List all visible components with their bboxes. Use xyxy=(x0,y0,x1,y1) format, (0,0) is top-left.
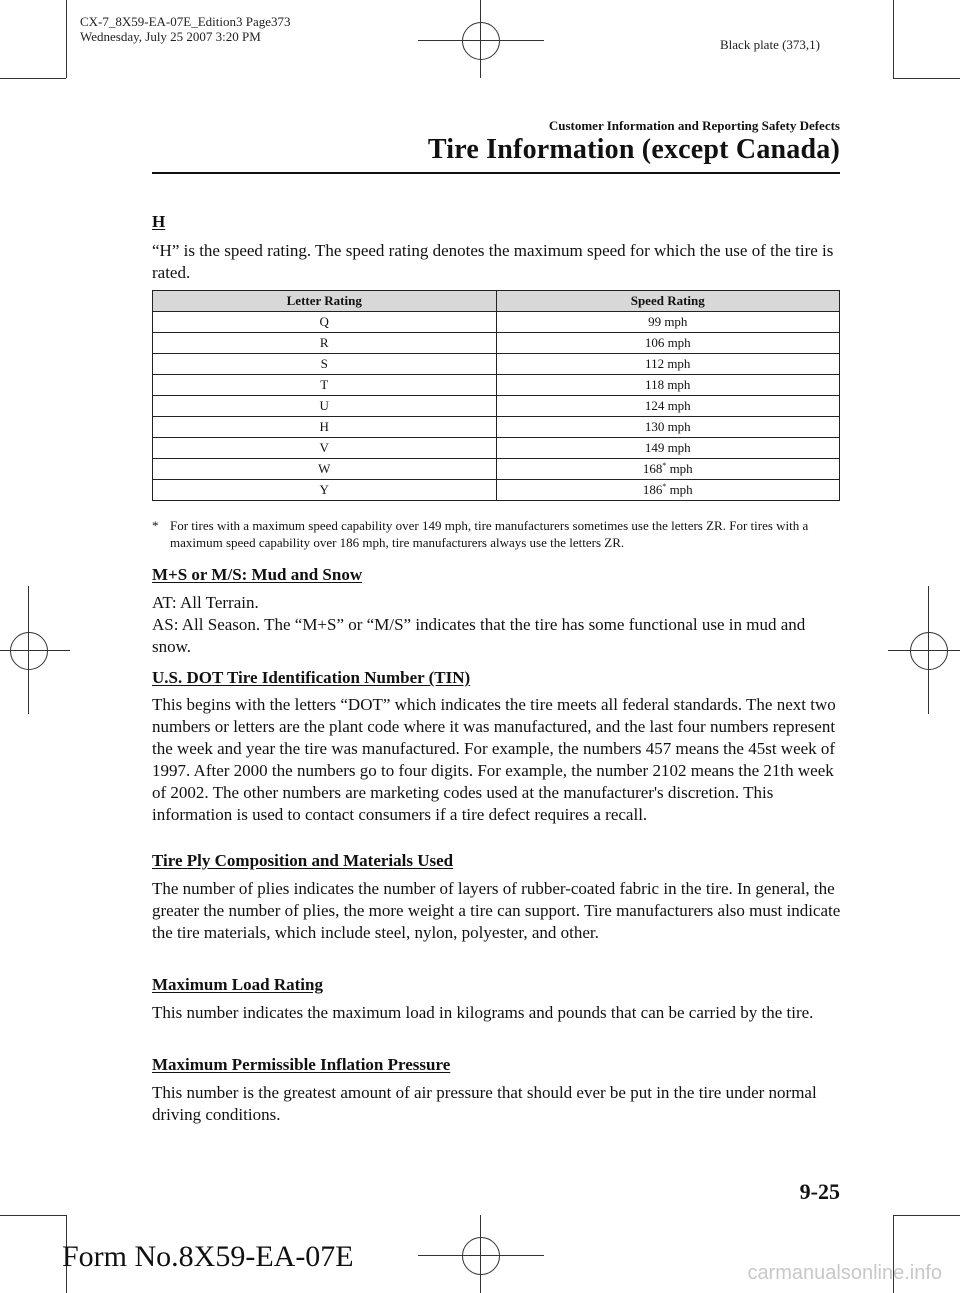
ply-heading: Tire Ply Composition and Materials Used xyxy=(152,851,454,870)
crop-mark xyxy=(66,0,67,78)
table-footnote xyxy=(152,517,842,551)
table-row xyxy=(153,375,840,396)
letter-cell: T xyxy=(153,375,497,396)
speed-cell: 124 mph xyxy=(496,396,840,417)
registration-mark xyxy=(462,22,500,60)
tin-paragraph: This begins with the letters “DOT” which indicates the tire meets all federal standards. The next two numbers or letters are the plant code where it was manufactured, and the last four numbers represent the week and year the tire was manufactured. For example, the numbers 457 means the 45st week of 1997. After 2000 the numbers go to four digits. For example, the number 2102 means the 21th week of 2002. The other numbers are marketing codes used at the manufacturer's discretion. This information is used to contact consumers if a tire defect requires a recall. xyxy=(152,695,836,824)
table-row xyxy=(153,396,840,417)
mud-snow-heading: M+S or M/S: Mud and Snow xyxy=(152,565,363,584)
table-row xyxy=(153,417,840,438)
registration-mark xyxy=(480,1215,481,1293)
speed-cell: 118 mph xyxy=(496,375,840,396)
speed-cell: 130 mph xyxy=(496,417,840,438)
registration-mark xyxy=(10,632,48,670)
all-season-paragraph: AS: All Season. The “M+S” or “M/S” indicates that the tire has some functional use in mud and snow. xyxy=(152,615,806,656)
letter-cell: V xyxy=(153,438,497,459)
pressure-paragraph: This number is the greatest amount of air pressure that should ever be put in the tire under normal driving conditions. xyxy=(152,1083,817,1124)
registration-mark xyxy=(462,1237,500,1275)
print-info xyxy=(80,14,291,44)
crop-mark xyxy=(0,1215,66,1216)
footnote-mark: * xyxy=(662,482,667,491)
crop-mark xyxy=(893,78,960,79)
print-info-line: CX-7_8X59-EA-07E_Edition3 Page373 xyxy=(80,14,291,29)
ply-paragraph: The number of plies indicates the number of layers of rubber-coated fabric in the tire. In general, the greater the number of plies, the more weight a tire can support. Tire manufacturers also must indicate the tire materials, which include steel, nylon, polyester, and other. xyxy=(152,879,841,942)
table-row xyxy=(153,333,840,354)
column-header: Speed Rating xyxy=(496,291,840,312)
speed-unit: mph xyxy=(666,482,693,497)
all-terrain-line: AT: All Terrain. xyxy=(152,593,259,612)
crop-mark xyxy=(893,0,894,78)
speed-cell: 99 mph xyxy=(496,312,840,333)
letter-cell: H xyxy=(153,417,497,438)
print-info-line: Wednesday, July 25 2007 3:20 PM xyxy=(80,29,261,44)
speed-value: 186 xyxy=(642,482,663,497)
title-rule xyxy=(152,172,840,174)
watermark: carmanualsonline.info xyxy=(747,1262,942,1284)
crop-mark xyxy=(0,78,66,79)
table-row xyxy=(153,312,840,333)
crop-mark xyxy=(893,1215,960,1216)
page-title: Tire Information (except Canada) xyxy=(427,134,840,165)
speed-cell xyxy=(496,480,840,501)
column-header: Letter Rating xyxy=(153,291,497,312)
letter-cell: S xyxy=(153,354,497,375)
registration-mark xyxy=(480,0,481,78)
registration-mark xyxy=(888,650,960,651)
speed-value: 168 xyxy=(642,461,663,476)
letter-cell: Q xyxy=(153,312,497,333)
speed-paragraph: “H” is the speed rating. The speed rating denotes the maximum speed for which the use of the tire is rated. xyxy=(152,241,834,282)
letter-cell: R xyxy=(153,333,497,354)
registration-mark xyxy=(0,650,70,651)
table-row xyxy=(153,480,840,501)
speed-unit: mph xyxy=(666,461,693,476)
speed-cell: 112 mph xyxy=(496,354,840,375)
form-number: Form No.8X59-EA-07E xyxy=(62,1240,354,1273)
tin-heading: U.S. DOT Tire Identification Number (TIN) xyxy=(152,668,471,687)
letter-cell: U xyxy=(153,396,497,417)
registration-mark xyxy=(910,632,948,670)
table-row xyxy=(153,459,840,480)
plate-label: Black plate (373,1) xyxy=(720,37,820,52)
load-paragraph: This number indicates the maximum load in kilograms and pounds that can be carried by the tire. xyxy=(152,1003,814,1022)
speed-heading: H xyxy=(152,212,166,231)
pressure-heading: Maximum Permissible Inflation Pressure xyxy=(152,1055,451,1074)
footnote-mark: * xyxy=(152,518,159,533)
footnote-text: For tires with a maximum speed capability over 149 mph, tire manufacturers sometimes use the letters ZR. For tires with a maximum speed capability over 186 mph, tire manufacturers always use the letters ZR. xyxy=(170,518,809,550)
section-label: Customer Information and Reporting Safety Defects xyxy=(548,118,840,133)
letter-cell: W xyxy=(153,459,497,480)
table-row xyxy=(153,354,840,375)
load-heading: Maximum Load Rating xyxy=(152,975,323,994)
speed-cell: 149 mph xyxy=(496,438,840,459)
table-header-row xyxy=(153,291,840,312)
table-row xyxy=(153,438,840,459)
letter-cell: Y xyxy=(153,480,497,501)
registration-mark xyxy=(418,1255,544,1256)
speed-cell xyxy=(496,459,840,480)
footnote-mark: * xyxy=(662,461,667,470)
speed-rating-table xyxy=(152,290,840,501)
registration-mark xyxy=(418,40,544,41)
speed-cell: 106 mph xyxy=(496,333,840,354)
page-number: 9-25 xyxy=(799,1179,840,1204)
